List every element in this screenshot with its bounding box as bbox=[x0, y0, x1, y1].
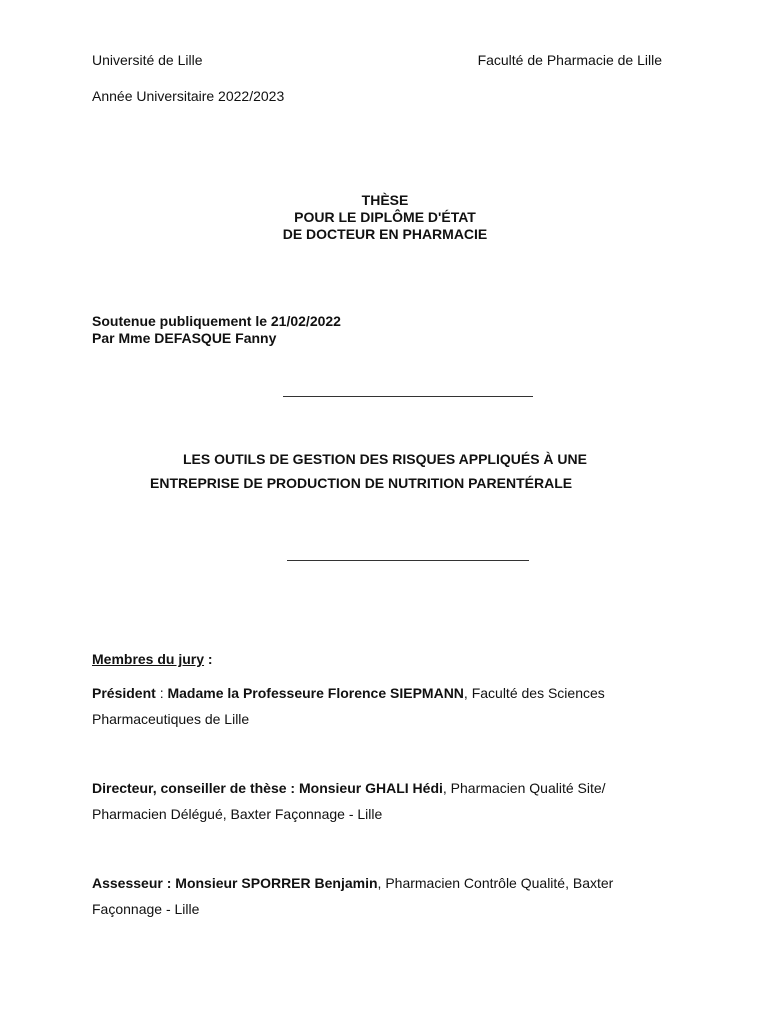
jury-member-assessor bbox=[92, 870, 672, 922]
defense-date: Soutenue publiquement le 21/02/2022 bbox=[92, 313, 341, 329]
jury-role: Directeur, conseiller de thèse bbox=[92, 780, 287, 796]
jury-member-affiliation: , Pharmacien Qualité Site/ Pharmacien Délégué, Baxter Façonnage - Lille bbox=[92, 780, 606, 822]
faculty-name: Faculté de Pharmacie de Lille bbox=[477, 52, 662, 68]
jury-member-name: Monsieur GHALI Hédi bbox=[298, 780, 443, 796]
jury-heading-text: Membres du jury bbox=[92, 651, 205, 667]
academic-year: Année Universitaire 2022/2023 bbox=[92, 88, 285, 104]
jury-heading bbox=[92, 651, 213, 667]
jury-role: Président bbox=[92, 685, 156, 701]
jury-role-separator: : bbox=[155, 685, 168, 701]
separator-line-top bbox=[283, 396, 533, 397]
jury-member-name: Madame la Professeure Florence SIEPMANN bbox=[167, 685, 464, 701]
separator-line-bottom bbox=[287, 560, 529, 561]
thesis-title-line-2: ENTREPRISE DE PRODUCTION DE NUTRITION PARENTÉRALE bbox=[150, 475, 573, 491]
defense-author: Par Mme DEFASQUE Fanny bbox=[92, 330, 277, 346]
jury-heading-colon: : bbox=[204, 651, 213, 667]
jury-member-affiliation: , Faculté des Sciences Pharmaceutiques de Lille bbox=[92, 685, 605, 727]
degree-label: DE DOCTEUR EN PHARMACIE bbox=[282, 226, 488, 242]
thesis-title-line-1: LES OUTILS DE GESTION DES RISQUES APPLIQUÉS À UNE bbox=[183, 451, 587, 467]
jury-member-president bbox=[92, 680, 672, 732]
jury-role-separator: : bbox=[286, 780, 299, 796]
thesis-label: THÈSE bbox=[361, 192, 409, 208]
jury-role: Assesseur bbox=[92, 875, 163, 891]
jury-member-name: Monsieur SPORRER Benjamin bbox=[175, 875, 378, 891]
university-name: Université de Lille bbox=[92, 52, 203, 68]
diploma-label: POUR LE DIPLÔME D'ÉTAT bbox=[294, 209, 476, 225]
jury-member-director bbox=[92, 775, 672, 827]
jury-role-separator: : bbox=[162, 875, 176, 891]
jury-member-affiliation: , Pharmacien Contrôle Qualité, Baxter Façonnage - Lille bbox=[92, 875, 614, 917]
